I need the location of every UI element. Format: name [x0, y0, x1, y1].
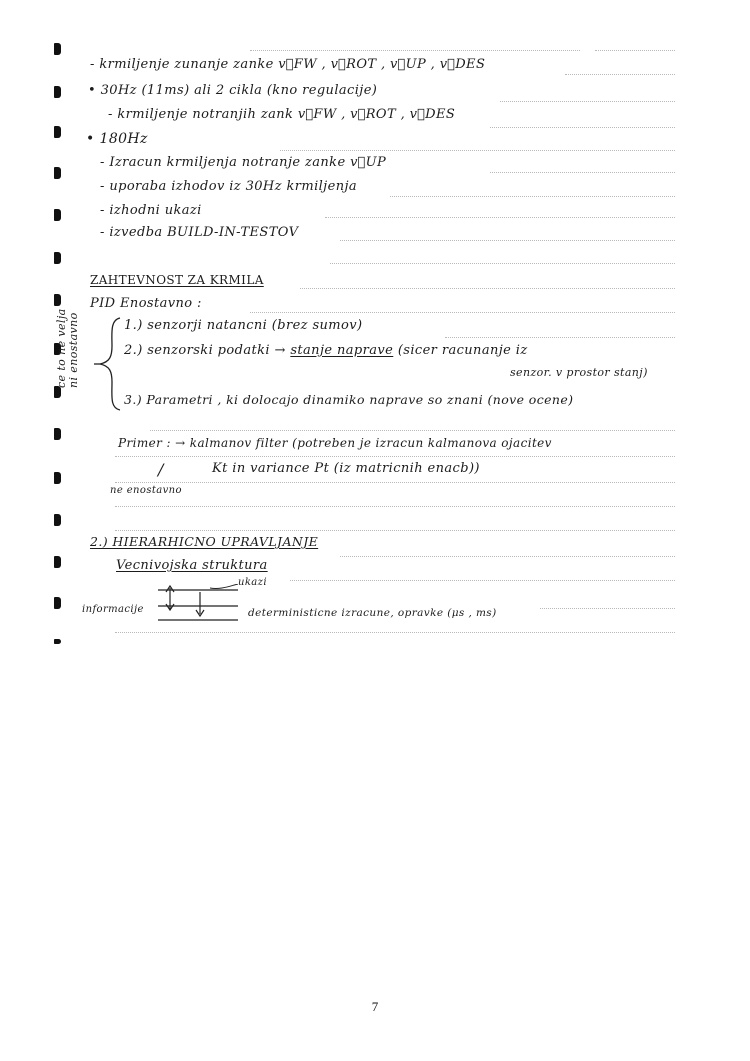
subheading: PID Enostavno : [90, 296, 202, 311]
dotted-rule [290, 580, 675, 581]
punch-hole-mark [54, 639, 61, 644]
dotted-rule [340, 240, 675, 241]
dotted-rule [115, 506, 675, 507]
side-note-line: ni enostavno [67, 312, 80, 388]
dotted-rule [490, 172, 675, 173]
note-line: - uporaba izhodov iz 30Hz krmiljenja [100, 179, 358, 194]
page-number: 7 [371, 999, 379, 1014]
dotted-rule [330, 263, 675, 264]
list-item: 1.) senzorji natancni (brez sumov) [124, 318, 363, 333]
list-item: 3.) Parametri , ki dolocajo dinamiko naprave so znani (nove ocene) [124, 392, 574, 407]
dotted-rule [280, 150, 675, 151]
example-line: Kt in variance Pt (iz matricnih enacb)) [212, 461, 480, 476]
list-item-emphasis: stanje naprave [290, 343, 394, 358]
list-item-text: (sicer racunanje iz [397, 343, 528, 358]
dotted-rule [595, 50, 675, 51]
punch-hole-mark [54, 43, 61, 55]
dotted-rule [445, 337, 675, 338]
example-line: Primer : → kalmanov filter (potreben je izracun kalmanova ojacitev [118, 436, 552, 450]
dotted-rule [325, 217, 675, 218]
list-item-text: 2.) senzorski podatki → [124, 343, 286, 358]
punch-hole-mark [54, 556, 61, 568]
section-heading: ZAHTEVNOST ZA KRMILA [90, 273, 264, 287]
note-line: - krmiljenje zunanje zanke v⃗FW , v⃗ROT , v⃗UP , v⃗DES [90, 57, 486, 72]
dotted-rule [500, 101, 675, 102]
punch-hole-mark [54, 252, 61, 264]
punch-hole-mark [54, 209, 61, 221]
punch-hole-mark [54, 294, 61, 306]
dotted-rule [115, 530, 675, 531]
dotted-rule [250, 312, 675, 313]
subheading: Vecnivojska struktura [116, 558, 268, 573]
dotted-rule [300, 288, 675, 289]
dotted-rule [115, 632, 675, 633]
side-note [56, 308, 80, 388]
note-line: - izhodni ukazi [100, 203, 202, 218]
note-line: • 30Hz (11ms) ali 2 cikla (kno regulacije) [88, 83, 378, 98]
dotted-rule [390, 196, 675, 197]
diagram-label: informacije [82, 604, 144, 615]
curly-brace [94, 316, 124, 412]
example-slash: / [158, 460, 164, 479]
punch-hole-mark [54, 472, 61, 484]
note-line: • 180Hz [86, 131, 148, 147]
diagram-label: ukazi [238, 577, 267, 588]
list-item [124, 343, 528, 358]
note-line: - krmiljenje notranjih zank v⃗FW , v⃗ROT , v⃗DES [108, 107, 456, 122]
punch-hole-mark [54, 514, 61, 526]
hierarchy-sketch [150, 584, 250, 624]
punch-hole-mark [54, 428, 61, 440]
note-line: - Izracun krmiljenja notranje zanke v⃗UP [100, 155, 387, 170]
annotation: ne enostavno [110, 485, 182, 496]
punch-hole-mark [54, 597, 61, 609]
dotted-rule [150, 430, 675, 431]
punch-hole-mark [54, 126, 61, 138]
list-item-continuation: senzor. v prostor stanj) [510, 366, 648, 379]
dotted-rule [340, 556, 675, 557]
dotted-rule [115, 482, 675, 483]
dotted-rule [250, 50, 580, 51]
diagram-label: deterministicne izracune, opravke (μs , ms) [248, 607, 497, 619]
side-note-line: ce to ne velja [55, 308, 68, 388]
section-heading: 2.) HIERARHICNO UPRAVLJANJE [90, 534, 319, 549]
punch-hole-mark [54, 86, 61, 98]
note-line: - izvedba BUILD-IN-TESTOV [100, 225, 299, 240]
dotted-rule [565, 74, 675, 75]
dotted-rule [540, 608, 675, 609]
dotted-rule [115, 456, 675, 457]
dotted-rule [490, 127, 675, 128]
punch-hole-mark [54, 167, 61, 179]
